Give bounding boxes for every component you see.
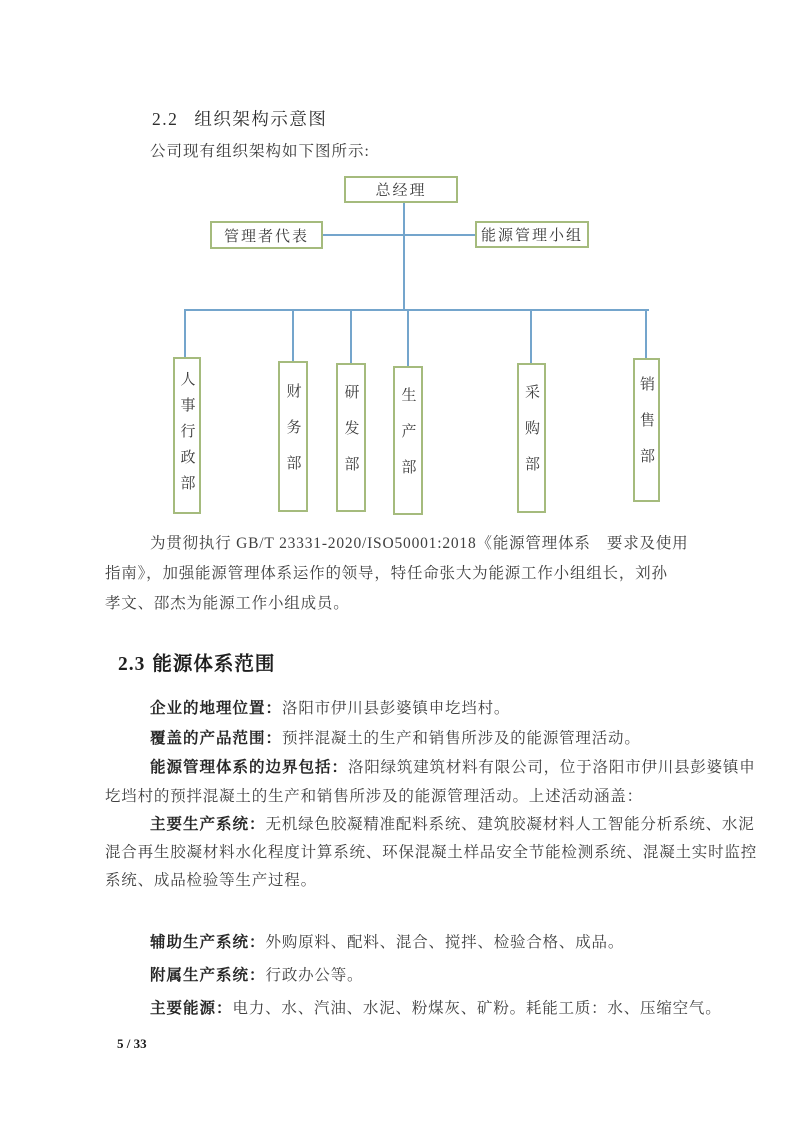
- org-box-general-manager: 总经理: [344, 176, 458, 203]
- label-products: 覆盖的产品范围：: [150, 730, 283, 747]
- connector-distribution-horizontal: [184, 309, 649, 311]
- appointment-line-2: 指南》，加强能源管理体系运作的领导，特任命张大为能源工作小组组长，刘孙: [105, 565, 668, 582]
- page-number: 5 / 33: [117, 1036, 147, 1051]
- org-box-dept-rnd: [336, 363, 366, 512]
- text-main-energy: 电力、水、汽油、水泥、粉煤灰、矿粉。耗能工质：水、压缩空气。: [232, 1000, 722, 1017]
- section-2-2-title: 组织架构示意图: [194, 109, 328, 129]
- dept-label: 销售部: [638, 376, 654, 484]
- section-2-3-number: 2.3: [118, 654, 146, 675]
- body-line-aux-systems: [105, 930, 760, 952]
- dept-label: 生产部: [399, 386, 416, 495]
- connector-cross-horizontal: [323, 234, 475, 236]
- connector-drop-1: [184, 309, 186, 357]
- label-aux-systems: 辅助生产系统：: [150, 934, 266, 951]
- text-boundary-2: 圪垱村的预拌混凝土的生产和销售所涉及的能源管理活动。上述活动涵盖：: [105, 788, 643, 805]
- section-2-2-number: 2.2: [152, 109, 179, 129]
- org-box-management-representative: 管理者代表: [210, 221, 323, 249]
- section-2-3-title: 能源体系范围: [152, 654, 276, 675]
- org-box-dept-sales: [633, 358, 660, 502]
- connector-drop-2: [292, 309, 294, 361]
- body-line-location: [105, 696, 760, 718]
- connector-drop-3: [350, 309, 352, 363]
- dept-label: 财务部: [284, 382, 301, 491]
- label-main-energy: 主要能源：: [150, 1000, 233, 1017]
- body-line-boundary-2: [105, 784, 715, 806]
- dept-label: 研发部: [342, 383, 359, 492]
- label-attached-systems: 附属生产系统：: [150, 967, 266, 984]
- body-line-products: [105, 726, 760, 748]
- org-box-energy-management-team: 能源管理小组: [475, 221, 589, 248]
- text-products: 预拌混凝土的生产和销售所涉及的能源管理活动。: [282, 730, 641, 747]
- body-line-main-systems-1: [105, 812, 760, 834]
- section-2-2-heading: [152, 106, 327, 131]
- connector-top-vertical: [403, 203, 405, 310]
- org-box-dept-finance: [278, 361, 308, 512]
- body-line-main-systems-3: [105, 868, 715, 890]
- text-location: 洛阳市伊川县彭婆镇申圪垱村。: [282, 700, 511, 717]
- connector-drop-4: [407, 309, 409, 366]
- body-line-attached-systems: [105, 963, 760, 985]
- section-2-2-intro: 公司现有组织架构如下图所示:: [150, 143, 370, 160]
- label-location: 企业的地理位置：: [150, 700, 283, 717]
- org-box-dept-hr-admin: [173, 357, 201, 514]
- body-line-boundary-1: [105, 755, 760, 777]
- text-main-systems-2: 混合再生胶凝材料水化程度计算系统、环保混凝土样品安全节能检测系统、混凝土实时监控: [105, 844, 758, 861]
- appointment-line-3: 孝文、邵杰为能源工作小组成员。: [105, 595, 350, 612]
- text-aux-systems: 外购原料、配料、混合、搅拌、检验合格、成品。: [265, 934, 625, 951]
- body-line-main-systems-2: [105, 840, 758, 862]
- text-boundary-1: 洛阳绿筑建筑材料有限公司，位于洛阳市伊川县彭婆镇申: [348, 759, 756, 776]
- text-attached-systems: 行政办公等。: [265, 967, 364, 984]
- body-line-main-energy: [105, 996, 760, 1018]
- dept-label: 采购部: [523, 384, 539, 492]
- connector-drop-6: [645, 309, 647, 358]
- section-2-3-heading: [118, 648, 275, 676]
- text-main-systems-1: 无机绿色胶凝精准配料系统、建筑胶凝材料人工智能分析系统、水泥: [265, 816, 755, 833]
- org-box-dept-production: [393, 366, 423, 515]
- text-main-systems-3: 系统、成品检验等生产过程。: [105, 872, 317, 889]
- connector-drop-5: [530, 309, 532, 363]
- label-boundary: 能源管理体系的边界包括：: [150, 759, 349, 776]
- org-box-dept-procurement: [517, 363, 546, 513]
- appointment-line-1: 为贯彻执行 GB/T 23331-2020/ISO50001:2018《能源管理体系 要求及使用: [150, 535, 689, 552]
- label-main-systems: 主要生产系统：: [150, 816, 266, 833]
- dept-label: 人事行政部: [178, 370, 195, 501]
